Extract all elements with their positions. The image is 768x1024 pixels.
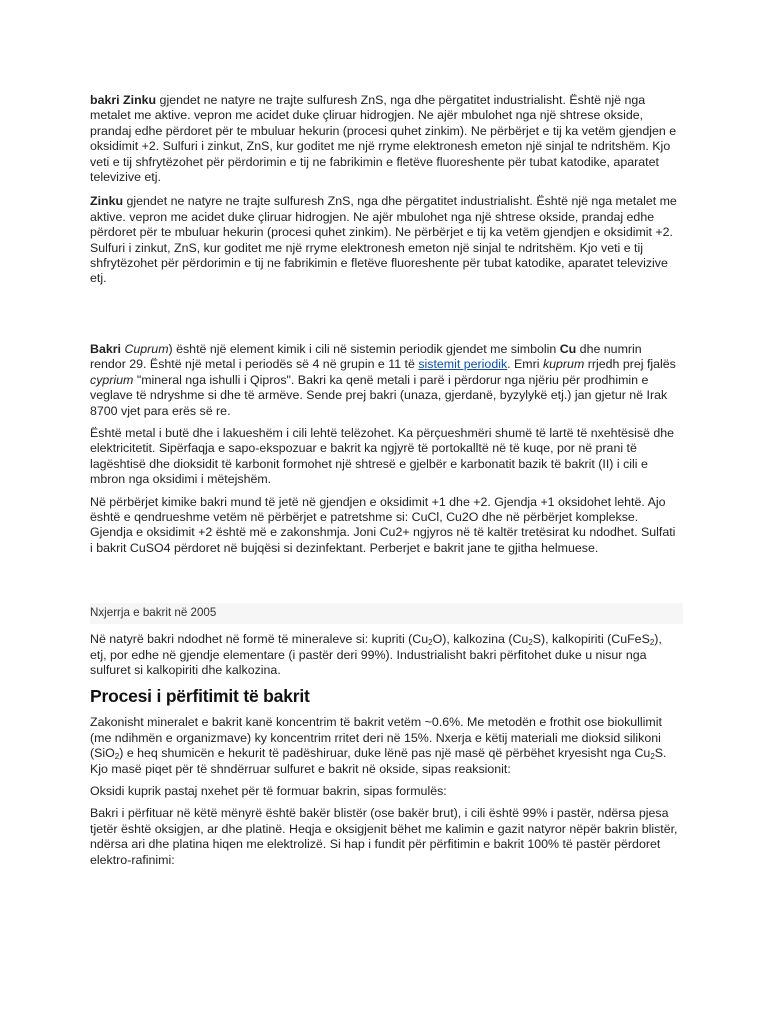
paragraph-text: dhe numrin rendor 29. Është një metal i periodës së 4 në grupin e 11 të — [90, 341, 642, 372]
paragraph-text: rrjedh prej fjalës — [584, 357, 676, 372]
paragraph-text: gjendet ne natyre ne trajte sulfuresh ZnS, nga dhe përgatitet industrialisht. Është një nga metalet me aktive. vepron me acidet duke çliruar hidrogjen. Ne ajër mbulohet nga një shtrese okside, prandaj edhe përdoret për te mbuluar hekurin (procesi quhet zinkim). Ne përbërjet e tij ka vetëm gjendjen e oksidimit +2. Sulfuri i zinkut, ZnS, kur goditet me një rryme elektronesh emeton një sinjal te ndritshëm. Kjo veti e tij shfrytëzohet për përdorimin e tij ne fabrikimin e fletëve fluoreshente për tubat katodike, aparatet televizive etj. — [90, 93, 677, 185]
image-caption: Nxjerrja e bakrit në 2005 — [90, 603, 683, 624]
paragraph-lead: Bakri — [90, 341, 121, 356]
paragraph-text: Zakonisht mineralet e bakrit kanë koncentrim të bakrit vetëm ~0.6%. Me metodën e frothit ose biokullimit (me ndihmën e organizmave) ky koncentrim rritet deri në 15%. Nxerja e këtij materiali me dioksid silikoni (SiO — [90, 715, 662, 761]
paragraph-text: S), kalkopiriti (CuFeS — [532, 632, 650, 647]
subscript: 2 — [428, 638, 433, 648]
section-heading: Procesi i përfitimit të bakrit — [90, 686, 310, 707]
italic-term: kuprum — [542, 357, 585, 372]
paragraph-lead: bakri Zinku — [90, 93, 157, 107]
italic-term: cyprium — [90, 372, 134, 387]
paragraph-text: ), etj, por edhe në gjendje elementare (i pastër deri 99%). Industrialisht bakri përfitohet duke u nisur nga sulfuret si kalkopiriti dhe kalkozina. — [90, 632, 662, 677]
paragraph-text: ) është një element kimik i cili në sistemin periodik gjendet me simbolin — [168, 341, 560, 356]
paragraph-process — [90, 715, 680, 777]
subscript: 2 — [114, 752, 120, 762]
subscript: 2 — [650, 752, 655, 762]
spacer — [90, 294, 680, 342]
paragraph-zinc-1 — [90, 93, 680, 185]
paragraph-copper-intro — [90, 342, 680, 419]
italic-term: Cuprum — [124, 341, 169, 356]
paragraph-zinc-2 — [90, 194, 680, 286]
paragraph-text: O), kalkozina (Cu — [432, 632, 529, 647]
paragraph-oxide: Oksidi kuprik pastaj nxehet për të formuar bakrin, sipas formulës: — [90, 784, 447, 798]
document-body — [90, 93, 680, 875]
spacer — [90, 563, 680, 603]
element-symbol: Cu — [559, 341, 577, 356]
paragraph-text: . Emri — [507, 357, 543, 372]
paragraph-copper-minerals — [90, 632, 680, 678]
periodic-system-link[interactable]: sistemit periodik — [418, 357, 508, 372]
subscript: 2 — [649, 638, 655, 648]
paragraph-text: S. Kjo masë piqet për të shndërruar sulfuret e bakrit në okside, sipas reaksionit: — [90, 746, 667, 776]
paragraph-blister-copper: Bakri i përfituar në këtë mënyrë është bakër blistër (ose bakër brut), i cili është 99% i pastër, ndërsa pjesa tjetër është oksigjen, ar dhe platinë. Heqja e oksigjenit bëhet me kalimin e gazit natyror nëpër bakrin blistër, ndërsa ari dhe platina hiqen me elektrolizë. Si hap i fundit për përfitimin e bakrit 100% të pastër përdoret elektro-rafinimi: — [90, 806, 678, 867]
paragraph-text: ) e heq shumicën e hekurit të padëshiruar, duke lënë pas një masë që përbëhet kryesisht nga Cu — [119, 746, 651, 761]
paragraph-copper-compounds: Në përbërjet kimike bakri mund të jetë në gjendjen e oksidimit +1 dhe +2. Gjendja +1 oksidohet lehtë. Ajo është e qendrueshme vetëm në përbërjet e patretshme si: CuCl, Cu2O dhe në përbërjet komplekse. Gjendja e oksidimit +2 është më e zakonshmja. Joni Cu2+ ngjyros në të kaltër tretësirat ku ndodhet. Sulfati i bakrit CuSO4 përdoret në bujqësi si dezinfektant. Perberjet e bakrit jane te gjitha helmuese. — [90, 494, 676, 555]
subscript: 2 — [528, 638, 533, 648]
paragraph-text: gjendet ne natyre ne trajte sulfuresh ZnS, nga dhe përgatitet industrialisht. Është një nga metalet me aktive. vepron me acidet duke çliruar hidrogjen. Ne ajër mbulohet nga një shtrese okside, prandaj edhe përdoret për te mbuluar hekurin (procesi quhet zinkim). Ne përbërjet e tij ka vetëm gjendjen e oksidimit +2. Sulfuri i zinkut, ZnS, kur goditet me një rryme elektronesh emeton një sinjal te ndritshëm. Kjo veti e tij shfrytëzohet për përdorimin e tij ne fabrikimin e fletëve fluoreshente për tubat katodike, aparatet televizive etj. — [90, 194, 677, 286]
paragraph-copper-properties: Është metal i butë dhe i lakueshëm i cili lehtë telëzohet. Ka përçueshmëri shumë të lartë të nxehtësisë dhe elektricitetit. Sipërfaqja e sapo-ekspozuar e bakrit ka ngjyrë të portokalltë në të kuqe, por në prani të lagështisë dhe dioksidit të karbonit formohet një shtresë e gjelbër e karbonatit bazik të bakrit (II) i cili e mbron nga oksidimi i mëtejshëm. — [90, 425, 675, 487]
paragraph-text: Në natyrë bakri ndodhet në formë të mineraleve si: kupriti (Cu — [90, 632, 429, 647]
paragraph-lead: Zinku — [90, 194, 124, 209]
paragraph-text: "mineral nga ishulli i Qipros". Bakri ka qenë metali i parë i përdorur nga njëriu për prodhimin e veglave të ndryshme si dhe të armëve. Sende prej bakri (unaza, gjerdanë, byzylykë etj.) jan gjetur në Irak 8700 vjet para erës së re. — [90, 372, 668, 418]
